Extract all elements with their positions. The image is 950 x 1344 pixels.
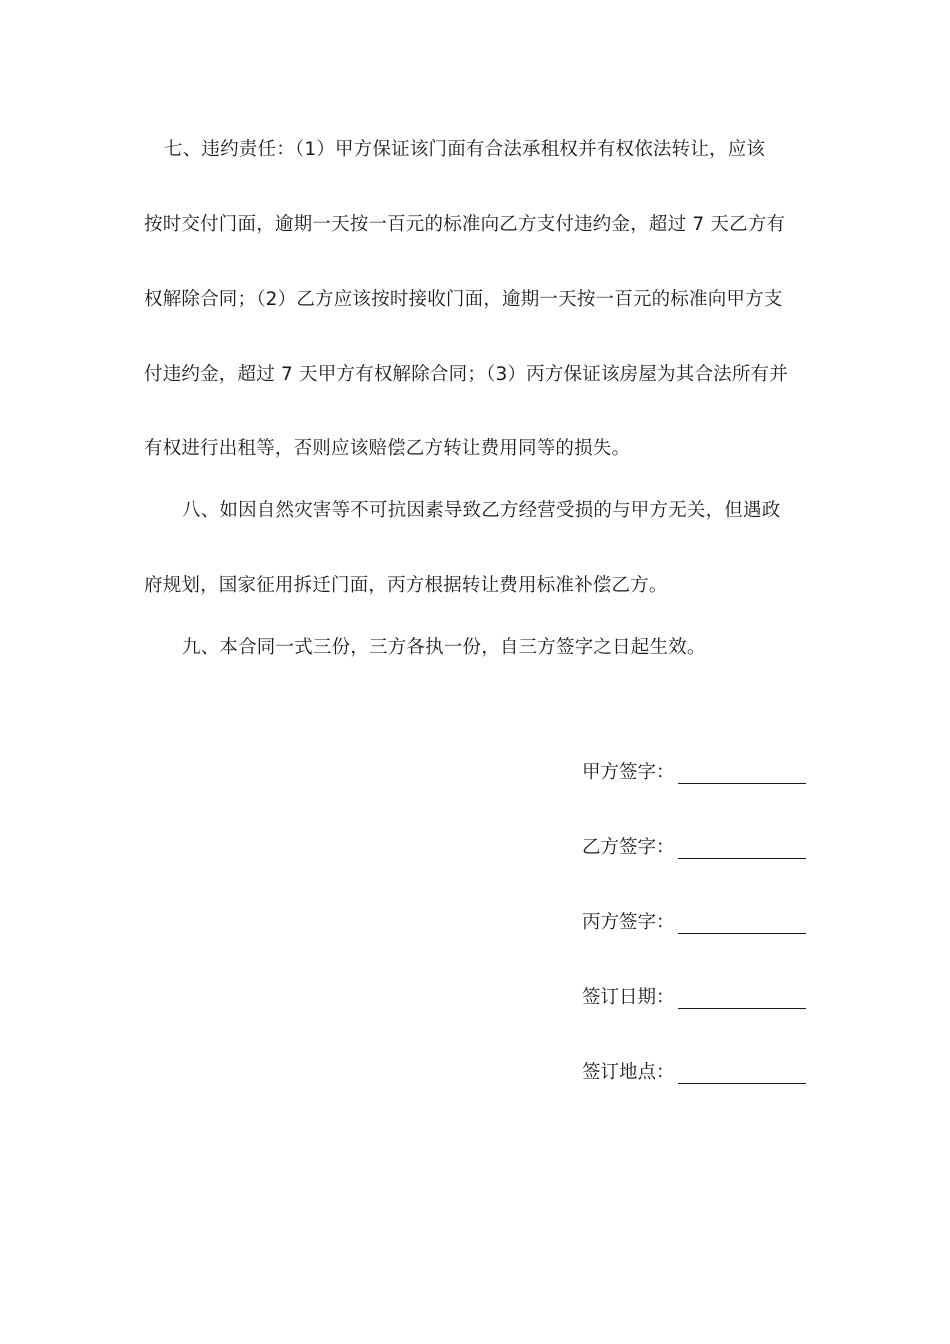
clause-seven-line-3: 权解除合同；（2）乙方应该按时接收门面，逾期一天按一百元的标准向甲方支 [144, 289, 783, 310]
signature-label: 丙方签字： [582, 912, 675, 933]
signature-blank-line [678, 1008, 806, 1009]
signature-label: 签订日期： [582, 987, 675, 1008]
clause-seven-line-1: 七、违约责任：（1）甲方保证该门面有合法承租权并有权依法转让，应该 [164, 139, 766, 160]
clause-seven-line-2: 按时交付门面，逾期一天按一百元的标准向乙方支付违约金，超过 7 天乙方有 [144, 214, 786, 235]
signature-party-c [582, 910, 812, 940]
signature-blank-line [678, 1083, 806, 1084]
clause-nine-line-1: 九、本合同一式三份，三方各执一份，自三方签字之日起生效。 [182, 637, 706, 658]
signing-place [582, 1060, 812, 1090]
clause-seven-line-5: 有权进行出租等，否则应该赔偿乙方转让费用同等的损失。 [144, 438, 631, 459]
signing-date [582, 985, 812, 1015]
signature-label: 甲方签字： [582, 762, 675, 783]
clause-eight-line-2: 府规划，国家征用拆迁门面，丙方根据转让费用标准补偿乙方。 [144, 575, 668, 596]
signature-blank-line [678, 783, 806, 784]
signature-blank-line [678, 933, 806, 934]
clause-eight-line-1: 八、如因自然灾害等不可抗因素导致乙方经营受损的与甲方无关，但遇政 [182, 500, 781, 521]
signature-party-a [582, 760, 812, 790]
clause-seven-line-4: 付违约金，超过 7 天甲方有权解除合同；（3）丙方保证该房屋为其合法所有并 [144, 364, 788, 385]
signature-party-b [582, 835, 812, 865]
signature-blank-line [678, 858, 806, 859]
signature-label: 签订地点： [582, 1062, 675, 1083]
signature-label: 乙方签字： [582, 837, 675, 858]
